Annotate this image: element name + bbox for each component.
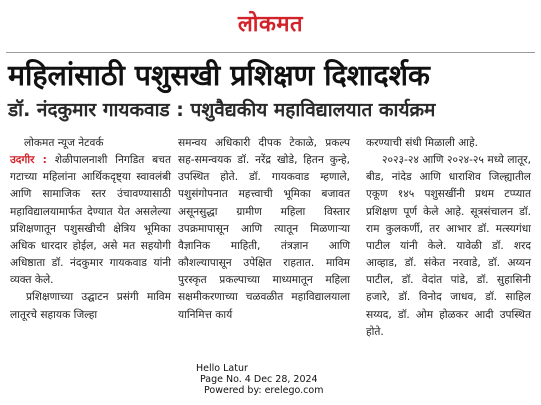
article-column-3 [366, 135, 531, 341]
lead-text: शेळीपालनाशी निगडित बचत गटाच्या महिलांना आर्थिकदृष्ट्या स्वावलंबी आणि सामाजिक स्तर उंचावण्यासाठी महाविद्यालयामार्फत देण्यात येत असलेल्या प्रशिक्षणातून पशुसखीची क्षेत्रिय भूमिका अधिक धारदार होईल, असे मत सहयोगी अधिष्ठाता डॉ. नंदकुमार गायकवाड यांनी व्यक्त केले. [10, 154, 171, 287]
lead-paragraph [10, 152, 171, 289]
header-divider [6, 52, 535, 53]
paragraph: प्रशिक्षणाच्या उद्घाटन प्रसंगी माविम लातूरचे सहायक जिल्हा [10, 291, 171, 321]
page-footer [196, 363, 356, 397]
footer-page-date: Page No. 4 Dec 28, 2024 [200, 374, 318, 386]
paragraph: करण्याची संधी मिळाली आहे. [366, 137, 479, 149]
footer-edition: Hello Latur [196, 363, 248, 374]
newspaper-masthead: लोकमत [237, 12, 304, 37]
dateline-place: उदगीर : [10, 154, 47, 167]
footer-powered-by: Powered by: erelego.com [204, 385, 324, 397]
byline: लोकमत न्यूज नेटवर्क [24, 137, 104, 149]
paragraph: समन्वय अधिकारी दीपक टेकाळे, प्रकल्प सह-समन्वयक डॉ. नरेंद्र खोडे, हितन कुन्हे, उपस्थित होते. डॉ. गायकवाड म्हणाले, पशुसंगोपनात महत्त्वाची भूमिका बजावत असूनसुद्धा ग्रामीण महिला विस्तार उपक्रमापासून आणि त्यातून मिळणाऱ्या वैज्ञानिक माहिती, तंत्रज्ञान आणि कौशल्यापासून उपेक्षित राहतात. माविम पुरस्कृत प्रकल्पाच्या माध्यमातून महिला सक्षमीकरणाच्या चळवळीत महाविद्यालयाला यानिमित्त कार्य [178, 137, 350, 321]
article-column-2 [178, 135, 350, 324]
article-column-1 [10, 135, 171, 324]
article-headline: महिलांसाठी पशुसखी प्रशिक्षण दिशादर्शक [8, 59, 430, 92]
article-subheadline: डॉ. नंदकुमार गायकवाड : पशुवैद्यकीय महाविद्यालयात कार्यक्रम [8, 99, 436, 121]
paragraph: २०२३-२४ आणि २०२४-२५ मध्ये लातूर, बीड, नांदेड आणि धाराशिव जिल्ह्यातील एकूण १४५ पशुसखींनी प्रथम टप्प्यात प्रशिक्षण पूर्ण केले आहे. सूत्रसंचालन डॉ. राम कुलकर्णी, तर आभार डॉ. मत्स्यगंधा पाटील यांनी केले. यावेळी डॉ. शरद आव्हाड, डॉ. संकेत नरवाडे, डॉ. अय्यन पाटील, डॉ. वेदांत पांडे, डॉ. सुहासिनी हजारे, डॉ. विनोद जाधव, डॉ. साहिल सय्यद, डॉ. ओम होळकर आदी उपस्थित होते. [366, 154, 531, 338]
